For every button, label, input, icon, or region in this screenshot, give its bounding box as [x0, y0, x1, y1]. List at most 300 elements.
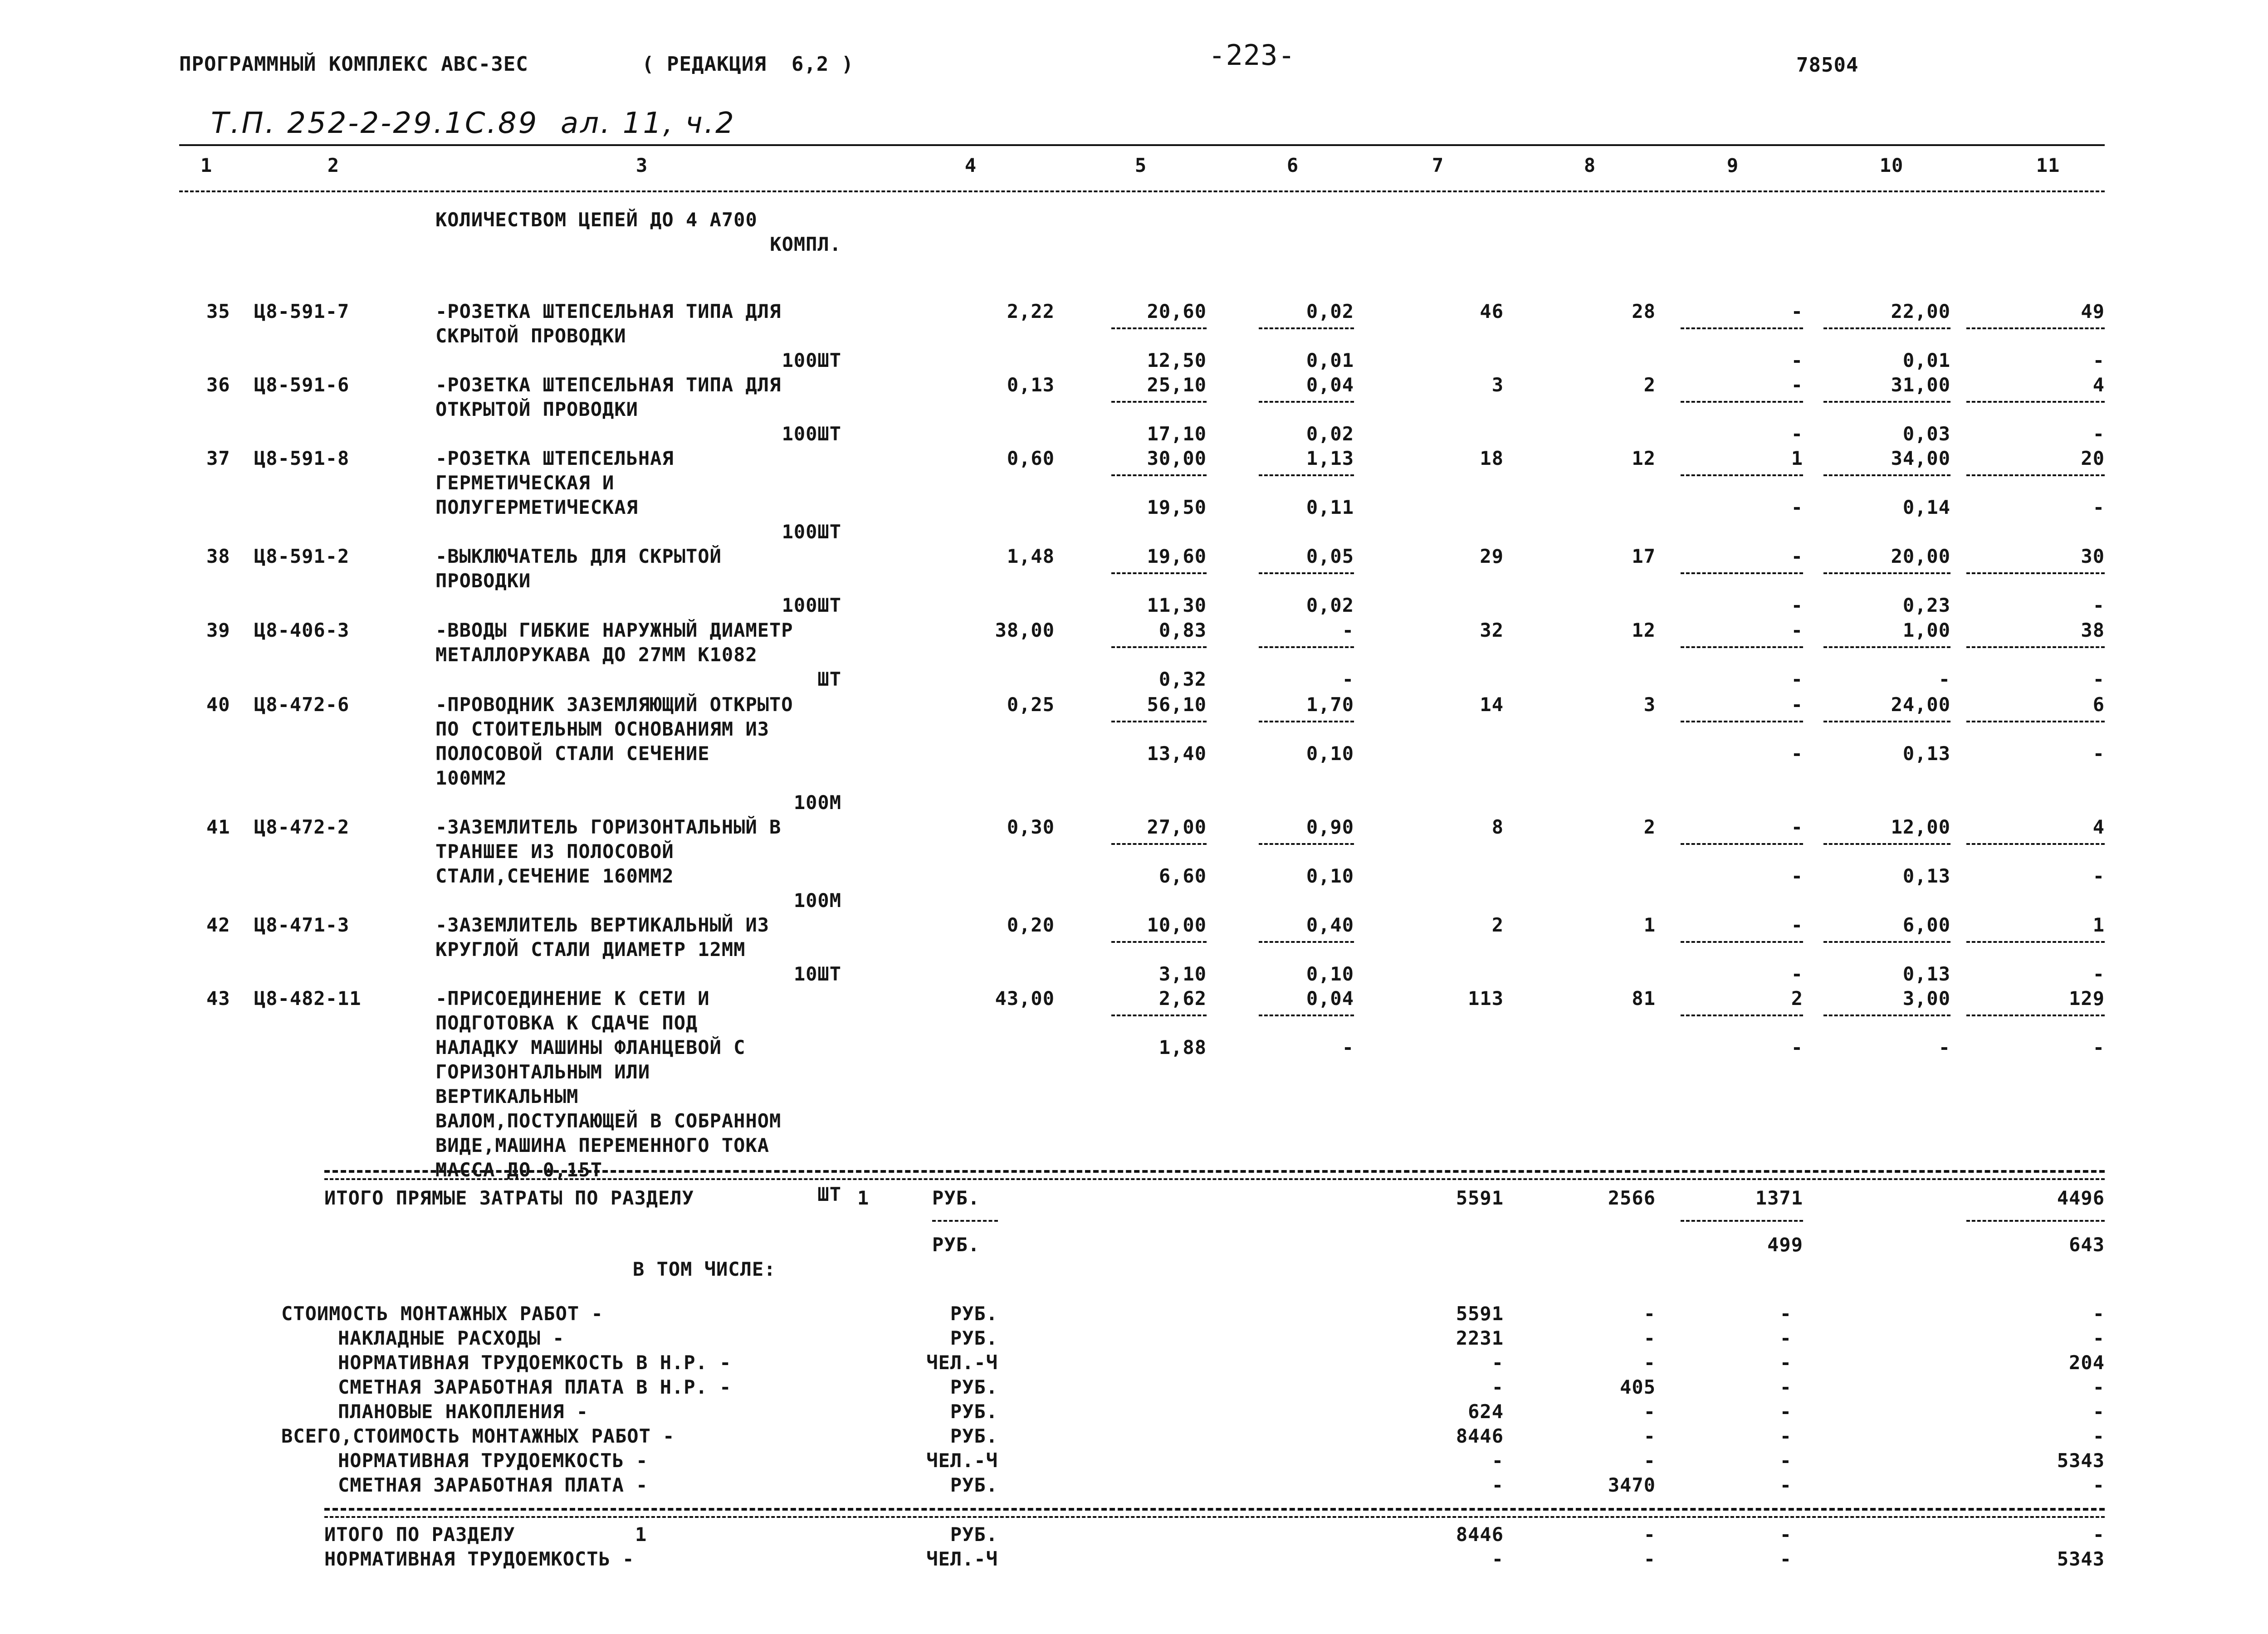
row-separator: [1681, 721, 1803, 722]
row-separator: [1111, 327, 1207, 329]
row-separator: [1259, 401, 1354, 403]
cell-col8: 12: [1632, 447, 1656, 469]
cell-c5-main: 20,60: [1147, 300, 1207, 322]
work-name-line: 10ШТ: [793, 963, 841, 985]
cell-c11-main: 6: [2092, 693, 2105, 716]
summary-col11: 5343: [2057, 1449, 2105, 1472]
labor-label: НОРМАТИВНАЯ ТРУДОЕМКОСТЬ -: [324, 1548, 635, 1570]
row-separator: [1681, 1015, 1803, 1016]
cell-c6-main: 0,02: [1306, 300, 1354, 322]
cell-c9-sub: -: [1791, 349, 1803, 371]
row-separator: [1259, 721, 1354, 722]
work-name-line: СКРЫТОЙ ПРОВОДКИ: [435, 325, 626, 347]
row-separator: [1681, 646, 1803, 648]
cell-c6-main: -: [1342, 619, 1354, 641]
cell-c6-sub: 0,02: [1306, 423, 1354, 445]
rate-code: Ц8-482-11: [254, 987, 362, 1010]
work-name-line: -РОЗЕТКА ШТЕПСЕЛЬНАЯ ТИПА ДЛЯ: [435, 374, 782, 396]
row-separator: [1966, 646, 2105, 648]
row-separator: [1966, 843, 2105, 845]
cell-col7: 3: [1491, 374, 1504, 396]
cell-col7: 113: [1468, 987, 1504, 1010]
row-separator: [1823, 401, 1950, 403]
direct-costs-col11-2: 643: [2069, 1234, 2105, 1256]
row-separator: [1823, 1015, 1950, 1016]
column-header-6: 6: [1286, 154, 1299, 176]
cell-c10-sub: 0,01: [1902, 349, 1950, 371]
cell-c9-sub: -: [1791, 1036, 1803, 1058]
work-name-line: НАЛАДКУ МАШИНЫ ФЛАНЦЕВОЙ С: [435, 1036, 746, 1058]
section-total-label: ИТОГО ПО РАЗДЕЛУ: [324, 1523, 515, 1546]
cell-c9-sub: -: [1791, 594, 1803, 616]
section-total-unit: РУБ.: [950, 1523, 998, 1546]
edition: ( РЕДАКЦИЯ 6,2 ): [642, 53, 854, 76]
section-total-section: 1: [635, 1523, 647, 1546]
row-separator: [1823, 646, 1950, 648]
row-separator: [1259, 474, 1354, 476]
cell-c11-sub: -: [2092, 496, 2105, 518]
work-name-line: -ПРОВОДНИК ЗАЗЕМЛЯЮЩИЙ ОТКРЫТО: [435, 693, 793, 716]
handwritten-reference: Т.П. 252-2-29.1С.89 ал. 11, ч.2: [211, 107, 736, 140]
rate-code: Ц8-471-3: [254, 914, 350, 936]
cell-c9-main: -: [1791, 545, 1803, 567]
cell-c9-main: -: [1791, 619, 1803, 641]
summary-label: НОРМАТИВНАЯ ТРУДОЕМКОСТЬ -: [338, 1449, 648, 1472]
row-separator: [1259, 941, 1354, 943]
row-separator: [1966, 1015, 2105, 1016]
summary-col11: -: [2092, 1474, 2105, 1496]
row-separator: [1111, 572, 1207, 574]
cell-c5-main: 0,83: [1158, 619, 1207, 641]
row-separator: [1111, 401, 1207, 403]
cell-c6-sub: 0,11: [1306, 496, 1354, 518]
cell-c5-main: 19,60: [1147, 545, 1207, 567]
summary-col7: 5591: [1456, 1302, 1504, 1325]
row-separator: [1966, 401, 2105, 403]
cell-col8: 1: [1643, 914, 1656, 936]
work-name-line: 100ШТ: [782, 423, 841, 445]
cell-c11-sub: -: [2092, 668, 2105, 690]
row-separator: [1966, 327, 2105, 329]
row-separator: [1966, 572, 2105, 574]
cell-c10-main: 1,00: [1902, 619, 1950, 641]
page-number: -223-: [1208, 39, 1295, 72]
column-header-3: 3: [635, 154, 648, 176]
column-header-4: 4: [964, 154, 977, 176]
summary-col9: -: [1779, 1327, 1792, 1349]
summary-col8: -: [1643, 1302, 1656, 1325]
summary-col8: -: [1643, 1425, 1656, 1447]
summary-unit: РУБ.: [950, 1302, 998, 1325]
work-name-line: -РОЗЕТКА ШТЕПСЕЛЬНАЯ: [435, 447, 674, 469]
cell-col4: 38,00: [995, 619, 1055, 641]
summary-unit: РУБ.: [950, 1400, 998, 1423]
cell-c6-main: 0,40: [1306, 914, 1354, 936]
row-separator: [1966, 941, 2105, 943]
summary-col8: 405: [1620, 1376, 1656, 1398]
work-name-line: 100ММ2: [435, 767, 507, 789]
cell-c9-main: -: [1791, 693, 1803, 716]
rate-code: Ц8-472-2: [254, 816, 350, 838]
cell-c9-sub: -: [1791, 668, 1803, 690]
column-header-9: 9: [1726, 154, 1739, 176]
work-name-line: ШТ: [817, 668, 841, 690]
summary-col7: -: [1491, 1351, 1504, 1374]
work-name-line: ПО СТОИТЕЛЬНЫМ ОСНОВАНИЯМ ИЗ: [435, 718, 770, 740]
summary-col7: 2231: [1456, 1327, 1504, 1349]
row-separator: [1966, 474, 2105, 476]
summary-col9: -: [1779, 1376, 1792, 1398]
row-separator: [1259, 843, 1354, 845]
summary-label: СМЕТНАЯ ЗАРАБОТНАЯ ПЛАТА -: [338, 1474, 648, 1496]
row-separator: [1111, 1015, 1207, 1016]
work-name-line: -РОЗЕТКА ШТЕПСЕЛЬНАЯ ТИПА ДЛЯ: [435, 300, 782, 322]
rate-code: Ц8-591-2: [254, 545, 350, 567]
cell-c10-main: 34,00: [1891, 447, 1950, 469]
work-name-line: 100М: [793, 889, 841, 912]
row-separator: [1681, 327, 1803, 329]
cell-c10-sub: 0,23: [1902, 594, 1950, 616]
row-separator: [1111, 941, 1207, 943]
cell-c5-main: 30,00: [1147, 447, 1207, 469]
row-number: 42: [206, 914, 230, 936]
cell-col4: 43,00: [995, 987, 1055, 1010]
summary-label: НОРМАТИВНАЯ ТРУДОЕМКОСТЬ В Н.Р. -: [338, 1351, 732, 1374]
row-number: 43: [206, 987, 230, 1010]
cell-col4: 0,30: [1007, 816, 1055, 838]
cell-c6-sub: -: [1342, 668, 1354, 690]
row-separator: [1823, 941, 1950, 943]
row-number: 39: [206, 619, 230, 641]
cell-c9-main: -: [1791, 374, 1803, 396]
work-name-line: МЕТАЛЛОРУКАВА ДО 27ММ К1082: [435, 644, 758, 666]
work-name-line: ШТ: [817, 1183, 841, 1205]
labor-col9: -: [1779, 1548, 1792, 1570]
work-name-line: ВИДЕ,МАШИНА ПЕРЕМЕННОГО ТОКА: [435, 1134, 770, 1156]
rate-code: Ц8-591-8: [254, 447, 350, 469]
cell-c10-sub: 0,03: [1902, 423, 1950, 445]
column-header-5: 5: [1134, 154, 1147, 176]
row-separator: [1681, 401, 1803, 403]
cell-c5-sub: 0,32: [1158, 668, 1207, 690]
summary-label: ПЛАНОВЫЕ НАКОПЛЕНИЯ -: [338, 1400, 589, 1423]
summary-col9: -: [1779, 1449, 1792, 1472]
summary-col7: -: [1491, 1474, 1504, 1496]
cell-c10-main: 31,00: [1891, 374, 1950, 396]
summary-unit: ЧЕЛ.-Ч: [926, 1351, 998, 1374]
summary-unit: РУБ.: [950, 1376, 998, 1398]
summary-label: ВСЕГО,СТОИМОСТЬ МОНТАЖНЫХ РАБОТ -: [281, 1425, 675, 1447]
section-total-col11: -: [2092, 1523, 2105, 1546]
cell-c11-sub: -: [2092, 423, 2105, 445]
cell-col7: 8: [1491, 816, 1504, 838]
summary-label: СТОИМОСТЬ МОНТАЖНЫХ РАБОТ -: [281, 1302, 603, 1325]
row-separator: [1681, 474, 1803, 476]
work-name-line: ВАЛОМ,ПОСТУПАЮЩЕЙ В СОБРАННОМ: [435, 1110, 782, 1132]
cell-c5-sub: 17,10: [1147, 423, 1207, 445]
cell-c11-main: 129: [2069, 987, 2105, 1010]
section-total-rule: [324, 1508, 2105, 1511]
column-header-2: 2: [327, 154, 340, 176]
rate-code: Ц8-591-6: [254, 374, 350, 396]
summary-col7: 8446: [1456, 1425, 1504, 1447]
direct-costs-col9-2: 499: [1767, 1234, 1803, 1256]
cell-c11-main: 30: [2081, 545, 2105, 567]
cell-c10-main: 12,00: [1891, 816, 1950, 838]
cell-c9-main: 2: [1791, 987, 1803, 1010]
cell-c9-main: 1: [1791, 447, 1803, 469]
cell-c6-sub: 0,10: [1306, 865, 1354, 887]
work-name-line: ТРАНШЕЕ ИЗ ПОЛОСОВОЙ: [435, 840, 674, 863]
work-name-line: ПОЛОСОВОЙ СТАЛИ СЕЧЕНИЕ: [435, 742, 710, 765]
row-number: 41: [206, 816, 230, 838]
work-name-line: КОМПЛ.: [770, 233, 841, 255]
including-label: В ТОМ ЧИСЛЕ:: [633, 1258, 776, 1280]
work-name-line: -ПРИСОЕДИНЕНИЕ К СЕТИ И: [435, 987, 710, 1010]
totals-sub-rule: [932, 1220, 998, 1222]
summary-col11: -: [2092, 1327, 2105, 1349]
summary-col8: 3470: [1608, 1474, 1656, 1496]
cell-c5-main: 2,62: [1158, 987, 1207, 1010]
summary-unit: ЧЕЛ.-Ч: [926, 1449, 998, 1472]
cell-c9-main: -: [1791, 300, 1803, 322]
cell-c11-main: 49: [2081, 300, 2105, 322]
cell-c5-main: 56,10: [1147, 693, 1207, 716]
work-name-line: -ВЫКЛЮЧАТЕЛЬ ДЛЯ СКРЫТОЙ: [435, 545, 722, 567]
cell-col7: 32: [1480, 619, 1504, 641]
cell-c9-sub: -: [1791, 963, 1803, 985]
row-separator: [1259, 327, 1354, 329]
cell-c11-sub: -: [2092, 865, 2105, 887]
totals-top-rule: [324, 1170, 2105, 1173]
cell-c11-main: 4: [2092, 816, 2105, 838]
cell-c10-sub: 0,13: [1902, 963, 1950, 985]
row-number: 35: [206, 300, 230, 322]
work-name-line: -ЗАЗЕМЛИТЕЛЬ ВЕРТИКАЛЬНЫЙ ИЗ: [435, 914, 770, 936]
cell-c9-main: -: [1791, 816, 1803, 838]
row-separator: [1823, 474, 1950, 476]
cell-c11-main: 4: [2092, 374, 2105, 396]
row-separator: [1823, 843, 1950, 845]
work-name-line: ПОДГОТОВКА К СДАЧЕ ПОД: [435, 1012, 698, 1034]
cell-col4: 1,48: [1007, 545, 1055, 567]
cell-col7: 46: [1480, 300, 1504, 322]
row-number: 37: [206, 447, 230, 469]
cell-c11-sub: -: [2092, 1036, 2105, 1058]
cell-c5-sub: 1,88: [1158, 1036, 1207, 1058]
cell-c10-sub: 0,14: [1902, 496, 1950, 518]
column-header-1: 1: [200, 154, 213, 176]
summary-unit: РУБ.: [950, 1474, 998, 1496]
row-separator: [1111, 474, 1207, 476]
labor-col8: -: [1643, 1548, 1656, 1570]
work-name-line: СТАЛИ,СЕЧЕНИЕ 160ММ2: [435, 865, 674, 887]
cell-col8: 28: [1632, 300, 1656, 322]
cell-c5-sub: 13,40: [1147, 742, 1207, 765]
cell-c10-main: 24,00: [1891, 693, 1950, 716]
summary-col9: -: [1779, 1400, 1792, 1423]
work-name-line: ГЕРМЕТИЧЕСКАЯ И: [435, 472, 615, 494]
row-separator: [1111, 843, 1207, 845]
cell-c11-sub: -: [2092, 963, 2105, 985]
totals-sub-rule: [1681, 1220, 1803, 1222]
row-separator: [1259, 572, 1354, 574]
labor-col11: 5343: [2057, 1548, 2105, 1570]
work-name-line: 100ШТ: [782, 594, 841, 616]
direct-costs-unit: РУБ.: [932, 1187, 980, 1209]
cell-col4: 2,22: [1007, 300, 1055, 322]
cell-col7: 14: [1480, 693, 1504, 716]
section-total-col7: 8446: [1456, 1523, 1504, 1546]
cell-c6-main: 0,04: [1306, 374, 1354, 396]
work-name-line: МАССА ДО 0,15Т: [435, 1159, 603, 1181]
section-total-col8: -: [1643, 1523, 1656, 1546]
cell-c10-main: 22,00: [1891, 300, 1950, 322]
row-separator: [1111, 646, 1207, 648]
work-name-line: 100ШТ: [782, 521, 841, 543]
cell-col4: 0,13: [1007, 374, 1055, 396]
labor-unit: ЧЕЛ.-Ч: [926, 1548, 998, 1570]
work-name-line: -ВВОДЫ ГИБКИЕ НАРУЖНЫЙ ДИАМЕТР: [435, 619, 793, 641]
row-separator: [1966, 721, 2105, 722]
cell-col8: 17: [1632, 545, 1656, 567]
cell-c10-sub: 0,13: [1902, 742, 1950, 765]
row-number: 40: [206, 693, 230, 716]
section-total-rule-2: [324, 1516, 2105, 1518]
row-separator: [1681, 572, 1803, 574]
summary-col7: -: [1491, 1376, 1504, 1398]
work-name-line: КРУГЛОЙ СТАЛИ ДИАМЕТР 12ММ: [435, 938, 746, 961]
cell-c10-sub: -: [1938, 668, 1950, 690]
rate-code: Ц8-591-7: [254, 300, 350, 322]
column-header-11: 11: [2036, 154, 2060, 176]
cell-c11-main: 38: [2081, 619, 2105, 641]
row-number: 36: [206, 374, 230, 396]
direct-costs-unit-2: РУБ.: [932, 1234, 980, 1256]
summary-col11: 204: [2069, 1351, 2105, 1374]
cell-c11-main: 20: [2081, 447, 2105, 469]
summary-col8: -: [1643, 1351, 1656, 1374]
summary-unit: РУБ.: [950, 1327, 998, 1349]
cell-col8: 2: [1643, 816, 1656, 838]
cell-c5-sub: 12,50: [1147, 349, 1207, 371]
direct-costs-label: ИТОГО ПРЯМЫЕ ЗАТРАТЫ ПО РАЗДЕЛУ: [324, 1187, 694, 1209]
cell-c6-sub: 0,01: [1306, 349, 1354, 371]
cell-c5-main: 25,10: [1147, 374, 1207, 396]
cell-c5-main: 27,00: [1147, 816, 1207, 838]
work-name-line: 100М: [793, 791, 841, 814]
cell-col7: 18: [1480, 447, 1504, 469]
cell-c5-main: 10,00: [1147, 914, 1207, 936]
row-separator: [1823, 327, 1950, 329]
summary-col11: -: [2092, 1376, 2105, 1398]
summary-label: НАКЛАДНЫЕ РАСХОДЫ -: [338, 1327, 565, 1349]
work-name-line: ОТКРЫТОЙ ПРОВОДКИ: [435, 398, 638, 420]
row-number: 38: [206, 545, 230, 567]
cell-c6-sub: 0,10: [1306, 963, 1354, 985]
summary-unit: РУБ.: [950, 1425, 998, 1447]
column-header-7: 7: [1432, 154, 1444, 176]
work-name-line: 100ШТ: [782, 349, 841, 371]
cell-c9-main: -: [1791, 914, 1803, 936]
cell-c6-main: 0,04: [1306, 987, 1354, 1010]
work-name-line: ПОЛУГЕРМЕТИЧЕСКАЯ: [435, 496, 638, 518]
column-header-10: 10: [1879, 154, 1904, 176]
row-separator: [1259, 1015, 1354, 1016]
cell-c10-main: 20,00: [1891, 545, 1950, 567]
cell-c11-sub: -: [2092, 594, 2105, 616]
cell-c6-main: 1,13: [1306, 447, 1354, 469]
direct-costs-section: 1: [857, 1187, 870, 1209]
summary-col9: -: [1779, 1302, 1792, 1325]
cell-c10-sub: 0,13: [1902, 865, 1950, 887]
totals-sub-rule: [1966, 1220, 2105, 1222]
cell-col4: 0,20: [1007, 914, 1055, 936]
cell-col7: 29: [1480, 545, 1504, 567]
cell-c5-sub: 11,30: [1147, 594, 1207, 616]
summary-col11: -: [2092, 1400, 2105, 1423]
summary-col11: -: [2092, 1302, 2105, 1325]
work-name-line: КОЛИЧЕСТВОМ ЦЕПЕЙ ДО 4 А700: [435, 209, 758, 231]
cell-col8: 81: [1632, 987, 1656, 1010]
summary-col9: -: [1779, 1351, 1792, 1374]
document-number: 78504: [1796, 54, 1859, 77]
cell-c9-sub: -: [1791, 423, 1803, 445]
cell-c6-main: 0,05: [1306, 545, 1354, 567]
direct-costs-col7: 5591: [1456, 1187, 1504, 1209]
cell-col4: 0,60: [1007, 447, 1055, 469]
direct-costs-col11: 4496: [2057, 1187, 2105, 1209]
column-header-8: 8: [1584, 154, 1596, 176]
cell-c11-main: 1: [2092, 914, 2105, 936]
cell-c9-sub: -: [1791, 742, 1803, 765]
cell-col4: 0,25: [1007, 693, 1055, 716]
cell-c9-sub: -: [1791, 496, 1803, 518]
cell-col7: 2: [1491, 914, 1504, 936]
cell-c6-main: 1,70: [1306, 693, 1354, 716]
summary-col7: -: [1491, 1449, 1504, 1472]
row-separator: [1681, 843, 1803, 845]
cell-c9-sub: -: [1791, 865, 1803, 887]
cell-c10-main: 3,00: [1902, 987, 1950, 1010]
cell-c10-sub: -: [1938, 1036, 1950, 1058]
cell-c6-main: 0,90: [1306, 816, 1354, 838]
cell-c5-sub: 19,50: [1147, 496, 1207, 518]
row-separator: [1111, 721, 1207, 722]
cell-c6-sub: 0,10: [1306, 742, 1354, 765]
cell-c11-sub: -: [2092, 742, 2105, 765]
row-separator: [1823, 721, 1950, 722]
cell-col8: 3: [1643, 693, 1656, 716]
cell-c5-sub: 3,10: [1158, 963, 1207, 985]
row-separator: [1823, 572, 1950, 574]
row-separator: [1681, 941, 1803, 943]
section-total-col9: -: [1779, 1523, 1792, 1546]
summary-col8: -: [1643, 1449, 1656, 1472]
work-name-line: ГОРИЗОНТАЛЬНЫМ ИЛИ: [435, 1061, 650, 1083]
cell-c5-sub: 6,60: [1158, 865, 1207, 887]
totals-top-rule-2: [324, 1178, 2105, 1180]
cell-c6-sub: 0,02: [1306, 594, 1354, 616]
cell-c11-sub: -: [2092, 349, 2105, 371]
summary-col9: -: [1779, 1474, 1792, 1496]
summary-col8: -: [1643, 1327, 1656, 1349]
header-top-rule: [179, 144, 2105, 146]
cell-c6-sub: -: [1342, 1036, 1354, 1058]
direct-costs-col8: 2566: [1608, 1187, 1656, 1209]
summary-col11: -: [2092, 1425, 2105, 1447]
labor-col7: -: [1491, 1548, 1504, 1570]
